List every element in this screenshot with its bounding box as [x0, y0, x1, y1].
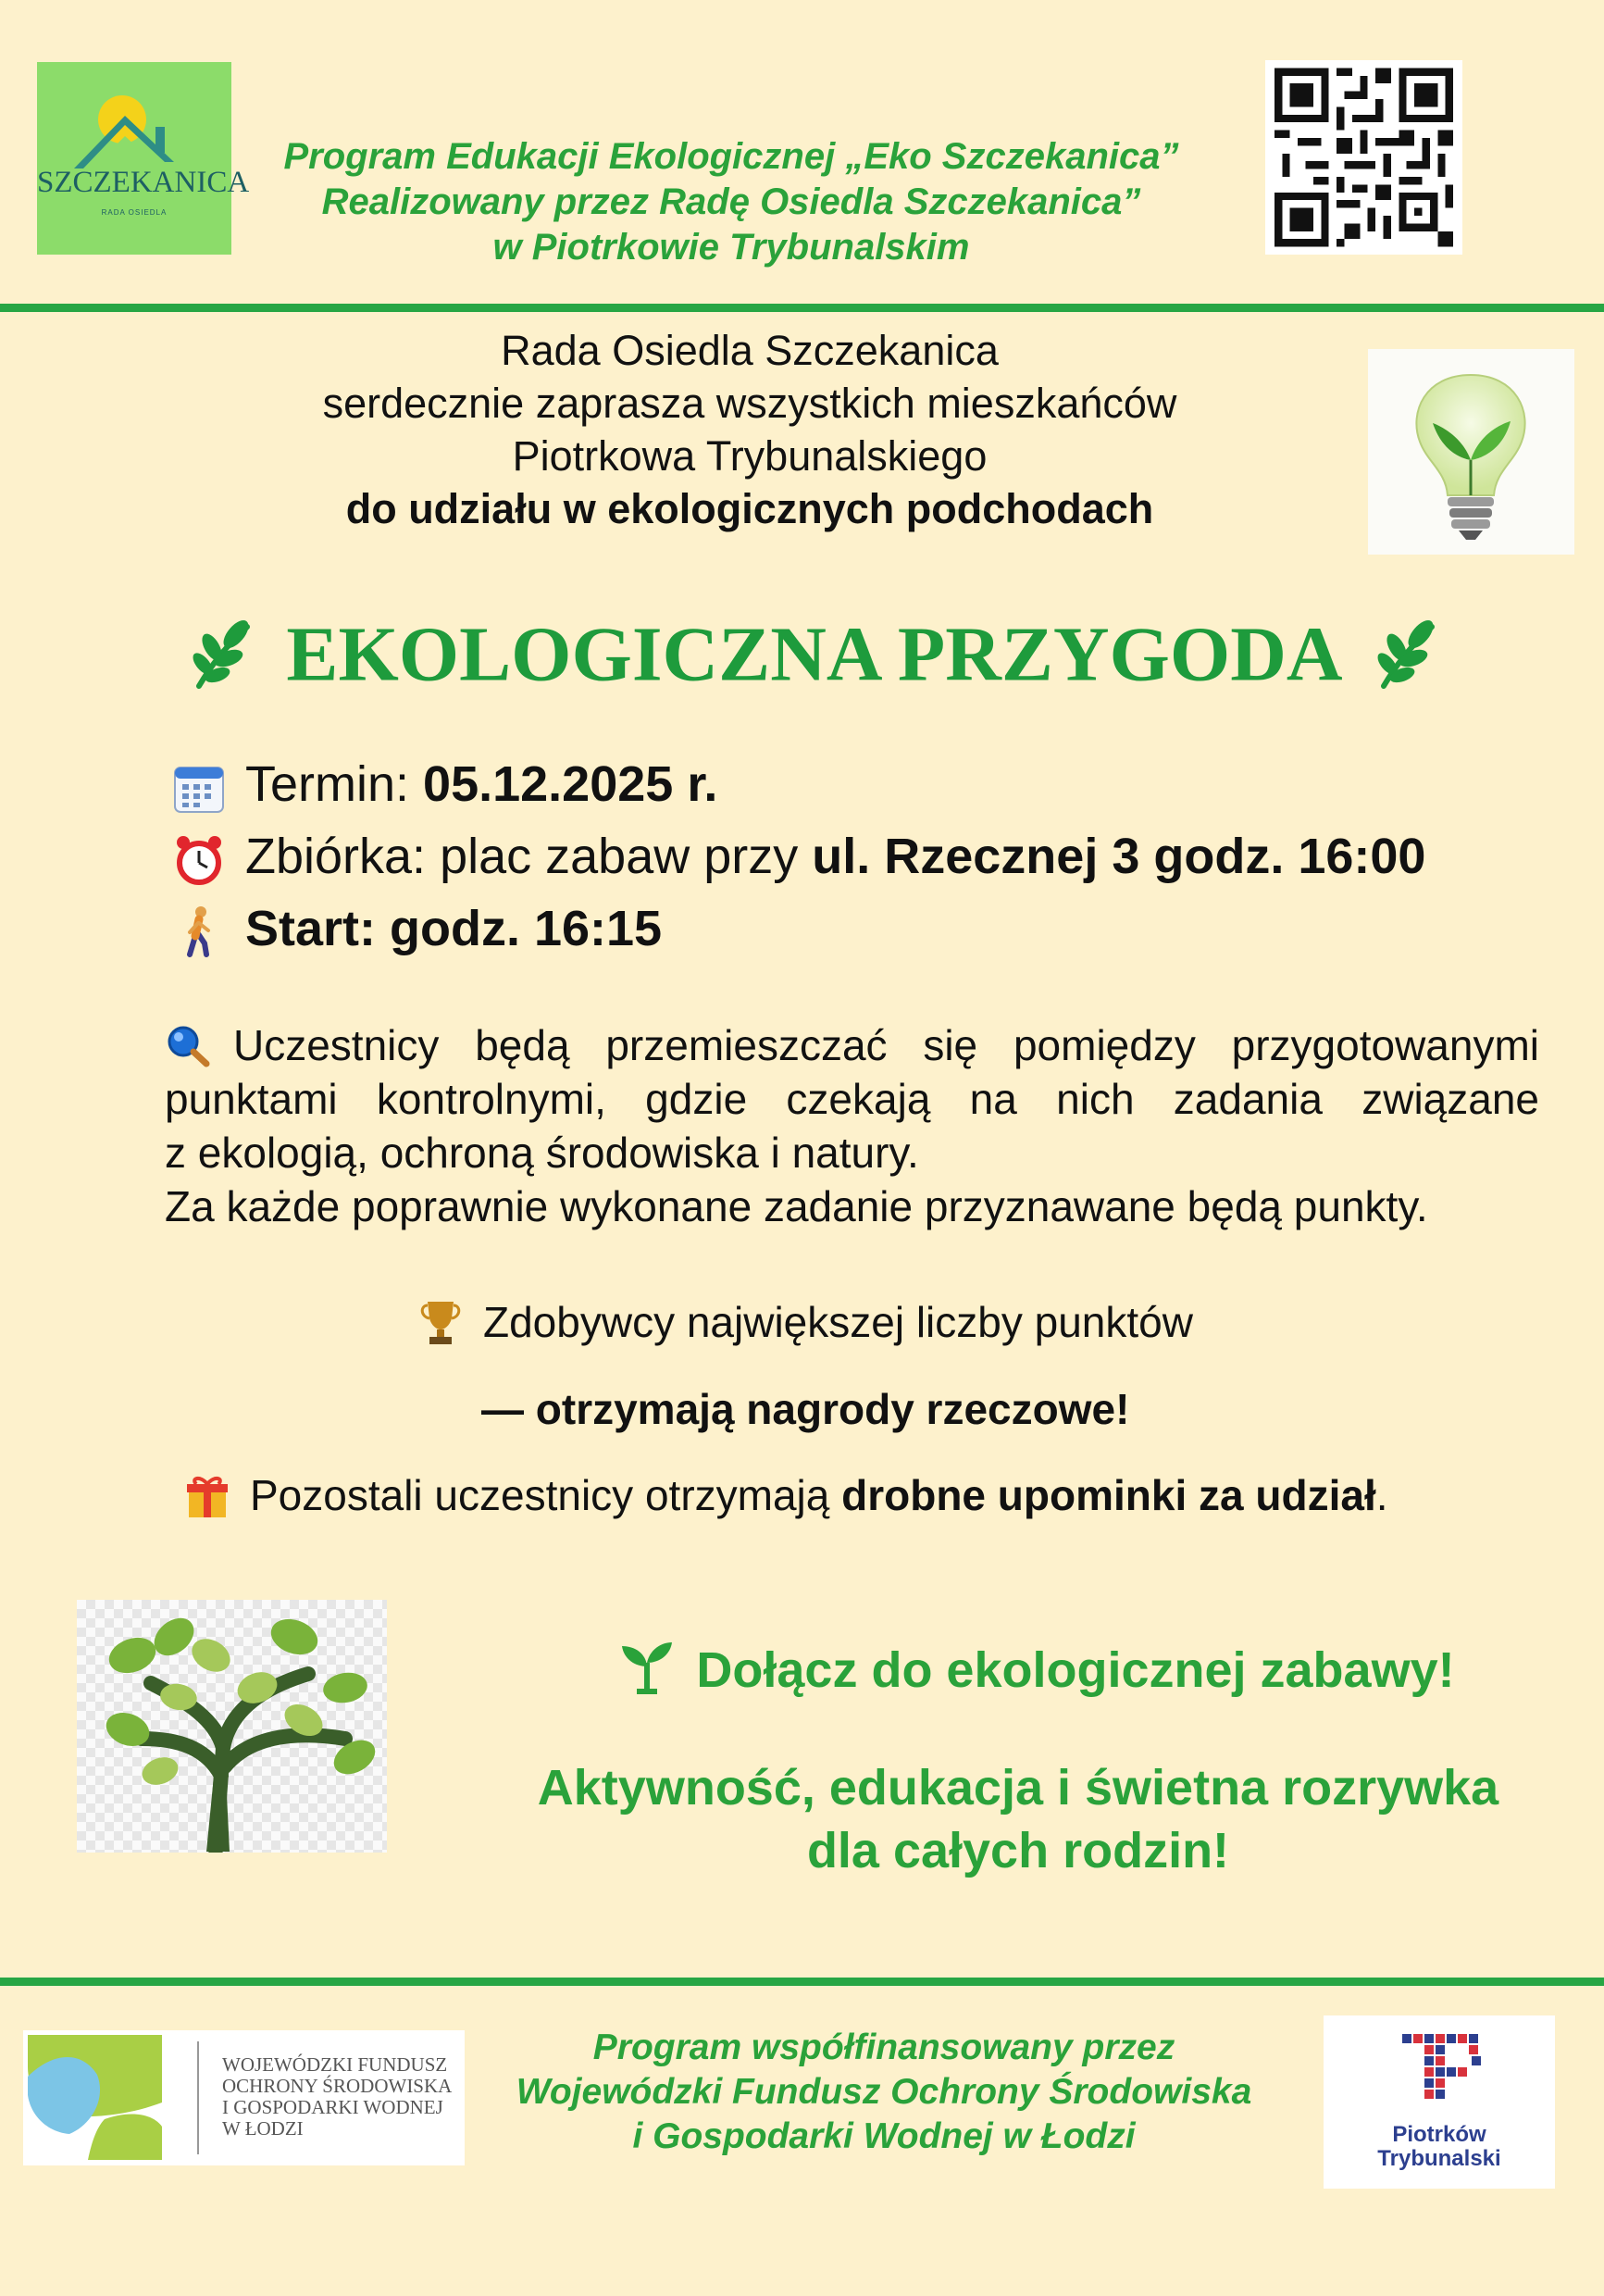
- leaf-icon: [1367, 616, 1447, 695]
- description: [165, 1018, 1539, 1233]
- magnifier-icon: [165, 1023, 215, 1067]
- prize-line-1: [418, 1294, 1193, 1350]
- wfos-divider: [197, 2041, 199, 2154]
- city-logo-line-1: Piotrków: [1392, 2122, 1486, 2147]
- join-cta: [574, 1639, 1499, 1701]
- header-divider: [0, 304, 1604, 312]
- wfos-line-2: OCHRONY ŚRODOWISKA: [222, 2075, 453, 2097]
- leaf-icon: [182, 616, 262, 695]
- wfos-line-3: I GOSPODARKI WODNEJ: [222, 2096, 443, 2118]
- desc-text-1: Uczestnicy będą przemieszczać się pomiędzy przygotowanymi: [233, 1021, 1539, 1069]
- eco-lightbulb-icon: [1368, 349, 1574, 555]
- qr-code[interactable]: [1265, 60, 1462, 255]
- seedling-icon: [618, 1639, 676, 1696]
- trophy-icon: [418, 1298, 463, 1346]
- prize-text-3: Pozostali uczestnicy otrzymają: [250, 1471, 842, 1519]
- start-value: Start: godz. 16:15: [245, 901, 663, 956]
- intro-line-2: serdecznie zaprasza wszystkich mieszkańców: [322, 380, 1177, 427]
- start-row: [171, 896, 662, 961]
- footer-divider: [0, 1978, 1604, 1986]
- intro-line-3: Piotrkowa Trybunalskiego: [512, 432, 988, 480]
- desc-line-1: [165, 1018, 1539, 1072]
- desc-line-3: z ekologią, ochroną środowiska i natury.: [165, 1129, 919, 1177]
- cofinancing-text: [481, 2026, 1287, 2159]
- wfos-line-1: WOJEWÓDZKI FUNDUSZ: [222, 2053, 448, 2076]
- wfos-line-4: W ŁODZI: [222, 2117, 304, 2140]
- header-line-2: Realizowany przez Radę Osiedla Szczekanica”: [321, 181, 1141, 222]
- slogan-line-2: dla całych rodzin!: [806, 1823, 1230, 1878]
- prize-text-3-suffix: .: [1375, 1471, 1388, 1519]
- program-header: [241, 134, 1222, 270]
- meeting-row: [171, 824, 1425, 889]
- meet-value: ul. Rzecznej 3 godz. 16:00: [812, 829, 1426, 884]
- intro-line-1: Rada Osiedla Szczekanica: [501, 327, 999, 374]
- desc-line-4: Za każde poprawnie wykonane zadanie przyznawane będą punkty.: [165, 1182, 1428, 1230]
- logo-text: SZCZEKANICA: [37, 166, 250, 199]
- city-logo-text: [1324, 2123, 1555, 2171]
- gift-icon: [185, 1473, 230, 1519]
- prize-text-3-bold: drobne upominki za udział: [841, 1471, 1376, 1519]
- event-title: [167, 602, 1462, 702]
- footer-line-3: i Gospodarki Wodnej w Łodzi: [632, 2116, 1136, 2156]
- walking-person-icon: [171, 905, 227, 960]
- prize-line-3: [185, 1467, 1388, 1523]
- invitation-text: [241, 324, 1259, 535]
- piotrkow-logo: [1324, 2015, 1555, 2189]
- meet-label: Zbiórka: plac zabaw przy: [245, 829, 813, 884]
- slogan-line-1: Aktywność, edukacja i świetna rozrywka: [537, 1760, 1499, 1816]
- date-label: Termin:: [245, 756, 424, 812]
- footer-line-2: Wojewódzki Fundusz Ochrony Środowiska: [516, 2072, 1252, 2112]
- title-text: EKOLOGICZNA PRZYGODA: [286, 611, 1343, 698]
- wfos-name: [222, 2054, 452, 2140]
- header-line-1: Program Edukacji Ekologicznej „Eko Szczekanica”: [283, 136, 1179, 177]
- szczekanica-logo: [37, 62, 250, 255]
- tree-illustration: [77, 1600, 387, 1853]
- desc-line-2: punktami kontrolnymi, gdzie czekają na nich zadania związane: [165, 1075, 1539, 1123]
- calendar-icon: [171, 760, 227, 816]
- cta-slogan: [444, 1756, 1592, 1882]
- prize-line-2: — otrzymają nagrody rzeczowe!: [481, 1385, 1130, 1433]
- logo-subtext: RADA OSIEDLA: [101, 208, 168, 217]
- header-line-3: w Piotrkowie Trybunalskim: [492, 227, 970, 268]
- alarm-clock-icon: [171, 832, 227, 888]
- date-row: [171, 752, 717, 817]
- join-text: Dołącz do ekologicznej zabawy!: [696, 1642, 1455, 1698]
- prize-text-1: Zdobywcy największej liczby punktów: [483, 1298, 1193, 1346]
- date-value: 05.12.2025 r.: [423, 756, 718, 812]
- city-logo-line-2: Trybunalski: [1377, 2146, 1501, 2171]
- footer-line-1: Program współfinansowany przez: [592, 2028, 1175, 2067]
- wfos-logo: [23, 2030, 465, 2165]
- intro-line-4: do udziału w ekologicznych podchodach: [345, 485, 1154, 532]
